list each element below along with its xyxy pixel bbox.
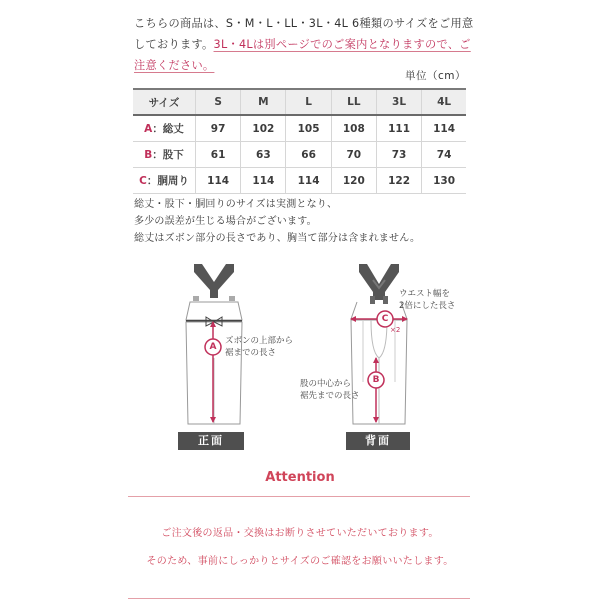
table-cell: 122 <box>376 168 421 194</box>
caption-line: 股の中心から <box>300 379 352 389</box>
table-cell: 114 <box>241 168 286 194</box>
table-cell: 63 <box>241 142 286 168</box>
marker-b: B <box>372 375 380 385</box>
table-cell: 102 <box>241 115 286 142</box>
caption-line: ウエスト幅を <box>399 289 451 299</box>
header-cell: サイズ <box>148 96 180 109</box>
header-cell: 4L <box>422 89 466 115</box>
header-cell: M <box>241 89 286 115</box>
row-letter: B <box>144 149 153 161</box>
header-cell: S <box>196 89 241 115</box>
table-cell: 61 <box>196 142 241 168</box>
table-cell: 74 <box>422 142 466 168</box>
table-cell: 73 <box>376 142 421 168</box>
note-line: 総丈・股下・胴回りのサイズは実測となり、 <box>134 199 338 210</box>
row-label <box>133 142 196 168</box>
note-line: 総丈はズボン部分の長さであり、胸当て部分は含まれません。 <box>134 233 421 244</box>
unit-label: 単位（cm） <box>404 70 466 82</box>
table-cell: 114 <box>422 115 466 142</box>
table-cell: 70 <box>331 142 376 168</box>
size-table-header <box>133 89 466 115</box>
size-notes <box>134 196 420 247</box>
header-cell: L <box>286 89 331 115</box>
caption-line: 2倍にした長さ <box>399 301 456 311</box>
caption-b <box>300 378 360 402</box>
caption-line: 裾先までの長さ <box>300 391 360 401</box>
strap-icon <box>359 264 399 300</box>
attention-line: そのため、事前にしっかりとサイズのご確認をお願いいたします。 <box>146 556 454 567</box>
marker-a: A <box>209 342 217 352</box>
table-cell: 66 <box>286 142 331 168</box>
row-letter: A <box>144 123 153 135</box>
caption-a <box>225 335 293 359</box>
attention-divider-top <box>128 496 470 497</box>
table-cell: 120 <box>331 168 376 194</box>
table-row <box>133 115 466 142</box>
attention-divider-bottom <box>128 598 470 599</box>
intro-text <box>134 13 474 76</box>
note-line: 多少の誤差が生じる場合がございます。 <box>134 216 317 227</box>
table-cell: 108 <box>331 115 376 142</box>
table-cell: 114 <box>196 168 241 194</box>
intro-text-warning: 3L・4Lは別ページでのご案内となりますので、ご注意ください。 <box>134 38 471 72</box>
table-row <box>133 142 466 168</box>
row-letter: C <box>139 175 147 187</box>
table-cell: 97 <box>196 115 241 142</box>
front-view-label: 正面 <box>178 432 244 450</box>
row-label-text: ：総丈 <box>152 123 184 135</box>
table-cell: 111 <box>376 115 421 142</box>
multiplier-label: ×2 <box>390 326 401 334</box>
table-cell: 114 <box>286 168 331 194</box>
caption-line: 裾までの長さ <box>225 348 277 358</box>
row-label-text: ：股下 <box>152 149 184 161</box>
table-row <box>133 168 466 194</box>
size-table <box>133 88 466 194</box>
row-label <box>133 115 196 142</box>
attention-title: Attention <box>265 470 335 485</box>
strap-icon <box>194 264 234 298</box>
table-cell: 105 <box>286 115 331 142</box>
intro-text-main: こちらの商品は、S・M・L・LL・3L・4L 6種類のサイズをご用意しております。 <box>134 17 474 51</box>
row-label-text: ：胴周り <box>146 175 189 187</box>
header-cell: LL <box>331 89 376 115</box>
attention-line: ご注文後の返品・交換はお断りさせていただいております。 <box>161 528 439 539</box>
table-cell: 130 <box>422 168 466 194</box>
marker-c: C <box>381 314 389 324</box>
header-cell: 3L <box>376 89 421 115</box>
caption-c <box>399 288 455 312</box>
back-view-label: 背面 <box>346 432 410 450</box>
caption-line: ズボンの上部から <box>225 336 294 346</box>
row-label <box>133 168 196 194</box>
